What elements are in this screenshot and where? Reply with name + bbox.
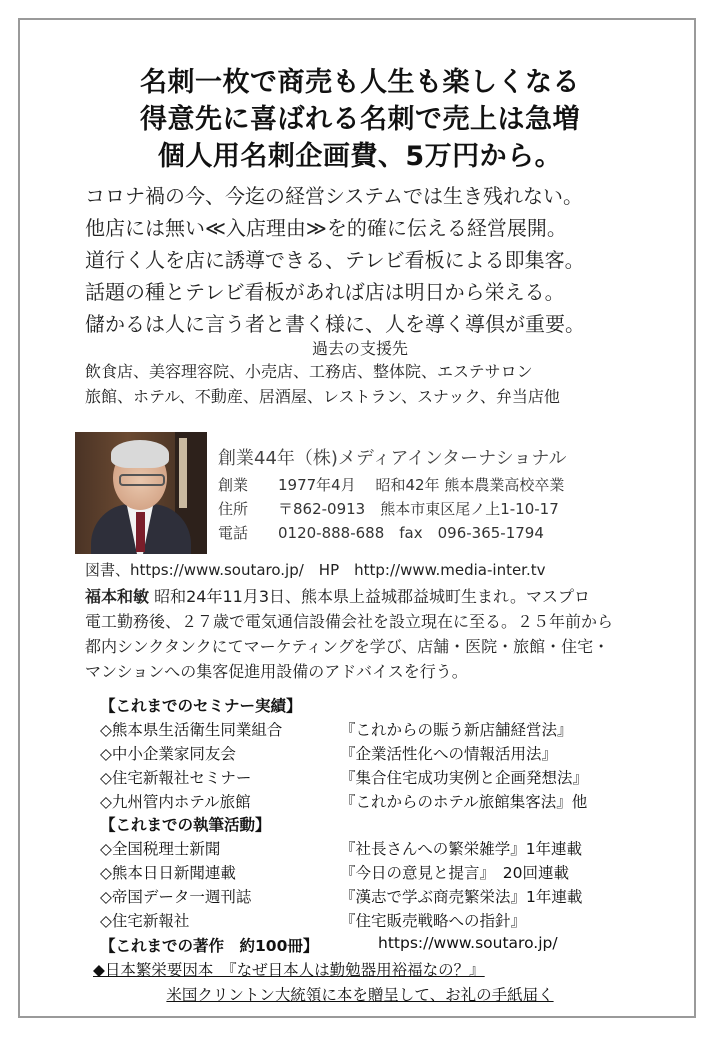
address-value: 〒862-0913 熊本市東区尾ノ上1-10-17 [278, 500, 559, 518]
writing-topic: 『社長さんへの繁栄雑学』1年連載 [340, 840, 583, 858]
intro-line-1: コロナ禍の今、今迄の経営システムでは生き残れない。 [85, 184, 583, 208]
seminars-title: 【これまでのセミナー実績】 [100, 697, 302, 715]
bio-line-4: マンションへの集客促進用設備のアドバイスを行う。 [85, 662, 468, 681]
writing-org: ◇住宅新報社 [100, 912, 190, 930]
support-title: 過去の支援先 [311, 339, 408, 358]
seminar-org: ◇中小企業家同友会 [100, 745, 236, 763]
writing-org: ◇全国税理士新聞 [100, 840, 221, 858]
headline-line-3: 個人用名刺企画費、5万円から。 [157, 141, 563, 172]
founded-value: 1977年4月 昭和42年 熊本農業高校卒業 [278, 476, 565, 494]
writing-topic: 『住宅販売戦略への指針』 [340, 912, 527, 930]
clinton-note: 米国クリントン大統領に本を贈呈して、お礼の手紙届く [166, 986, 554, 1004]
writing-org: ◇帝国データ一週刊誌 [100, 888, 252, 906]
founded-label: 創業 [218, 476, 249, 494]
headline-line-2: 得意先に喜ばれる名刺で売上は急増 [140, 104, 580, 135]
phone-value: 0120-888-688 fax 096-365-1794 [278, 524, 544, 542]
seminar-org: ◇住宅新報社セミナー [100, 769, 252, 787]
writing-title: 【これまでの執筆活動】 [100, 816, 271, 834]
bio-name: 福本和敏 [85, 587, 150, 606]
company-name: 創業44年（株)メディアインターナショナル [218, 448, 567, 469]
seminar-topic: 『これからの賑う新店舗経営法』 [340, 721, 573, 739]
headline-line-1: 名刺一枚で商売も人生も楽しくなる [140, 67, 580, 98]
bio-line-1 [85, 584, 590, 607]
bio-line-3: 都内シンクタンクにてマーケティングを学び、店舗・医院・旅館・住宅・ [85, 637, 610, 656]
seminar-org: ◇九州管内ホテル旅館 [100, 793, 251, 811]
books-title: 【これまでの著作 約100冊】 [100, 937, 319, 955]
seminar-topic: 『企業活性化への情報活用法』 [340, 745, 558, 763]
portrait-photo [75, 432, 207, 554]
intro-line-5: 儲かるは人に言う者と書く様に、人を導く導倶が重要。 [85, 312, 585, 336]
writing-org: ◇熊本日日新聞連載 [100, 864, 236, 882]
featured-book: ◆日本繁栄要因本 『なぜ日本人は勤勉器用裕福なの？』 [93, 961, 485, 979]
phone-label: 電話 [218, 524, 249, 542]
seminar-topic: 『集合住宅成功実例と企画発想法』 [340, 769, 589, 787]
address-label: 住所 [218, 500, 249, 518]
links-line: 図書、https://www.soutaro.jp/ HP http://www.media-inter.tv [85, 561, 546, 579]
writing-topic: 『漢志で学ぶ商売繁栄法』1年連載 [340, 888, 583, 906]
support-line-2: 旅館、ホテル、不動産、居酒屋、レストラン、スナック、弁当店他 [85, 387, 560, 406]
intro-line-3: 道行く人を店に誘導できる、テレビ看板による即集客。 [85, 248, 585, 272]
intro-line-2: 他店には無い≪入店理由≫を的確に伝える経営展開。 [85, 216, 567, 240]
support-line-1: 飲食店、美容理容院、小売店、工務店、整体院、エステサロン [85, 362, 533, 381]
books-url[interactable]: https://www.soutaro.jp/ [378, 934, 558, 952]
writing-topic: 『今日の意見と提言』 20回連載 [340, 864, 569, 882]
intro-line-4: 話題の種とテレビ看板があれば店は明日から栄える。 [85, 280, 565, 304]
seminar-topic: 『これからのホテル旅館集客法』他 [340, 793, 588, 811]
seminar-org: ◇熊本県生活衛生同業組合 [100, 721, 283, 739]
bio-line-2: 電工勤務後、２７歳で電気通信設備会社を設立現在に至る。２５年前から [85, 612, 614, 631]
bio-line-1-text: 昭和24年11月3日、熊本県上益城郡益城町生まれ。マスプロ [154, 587, 590, 606]
